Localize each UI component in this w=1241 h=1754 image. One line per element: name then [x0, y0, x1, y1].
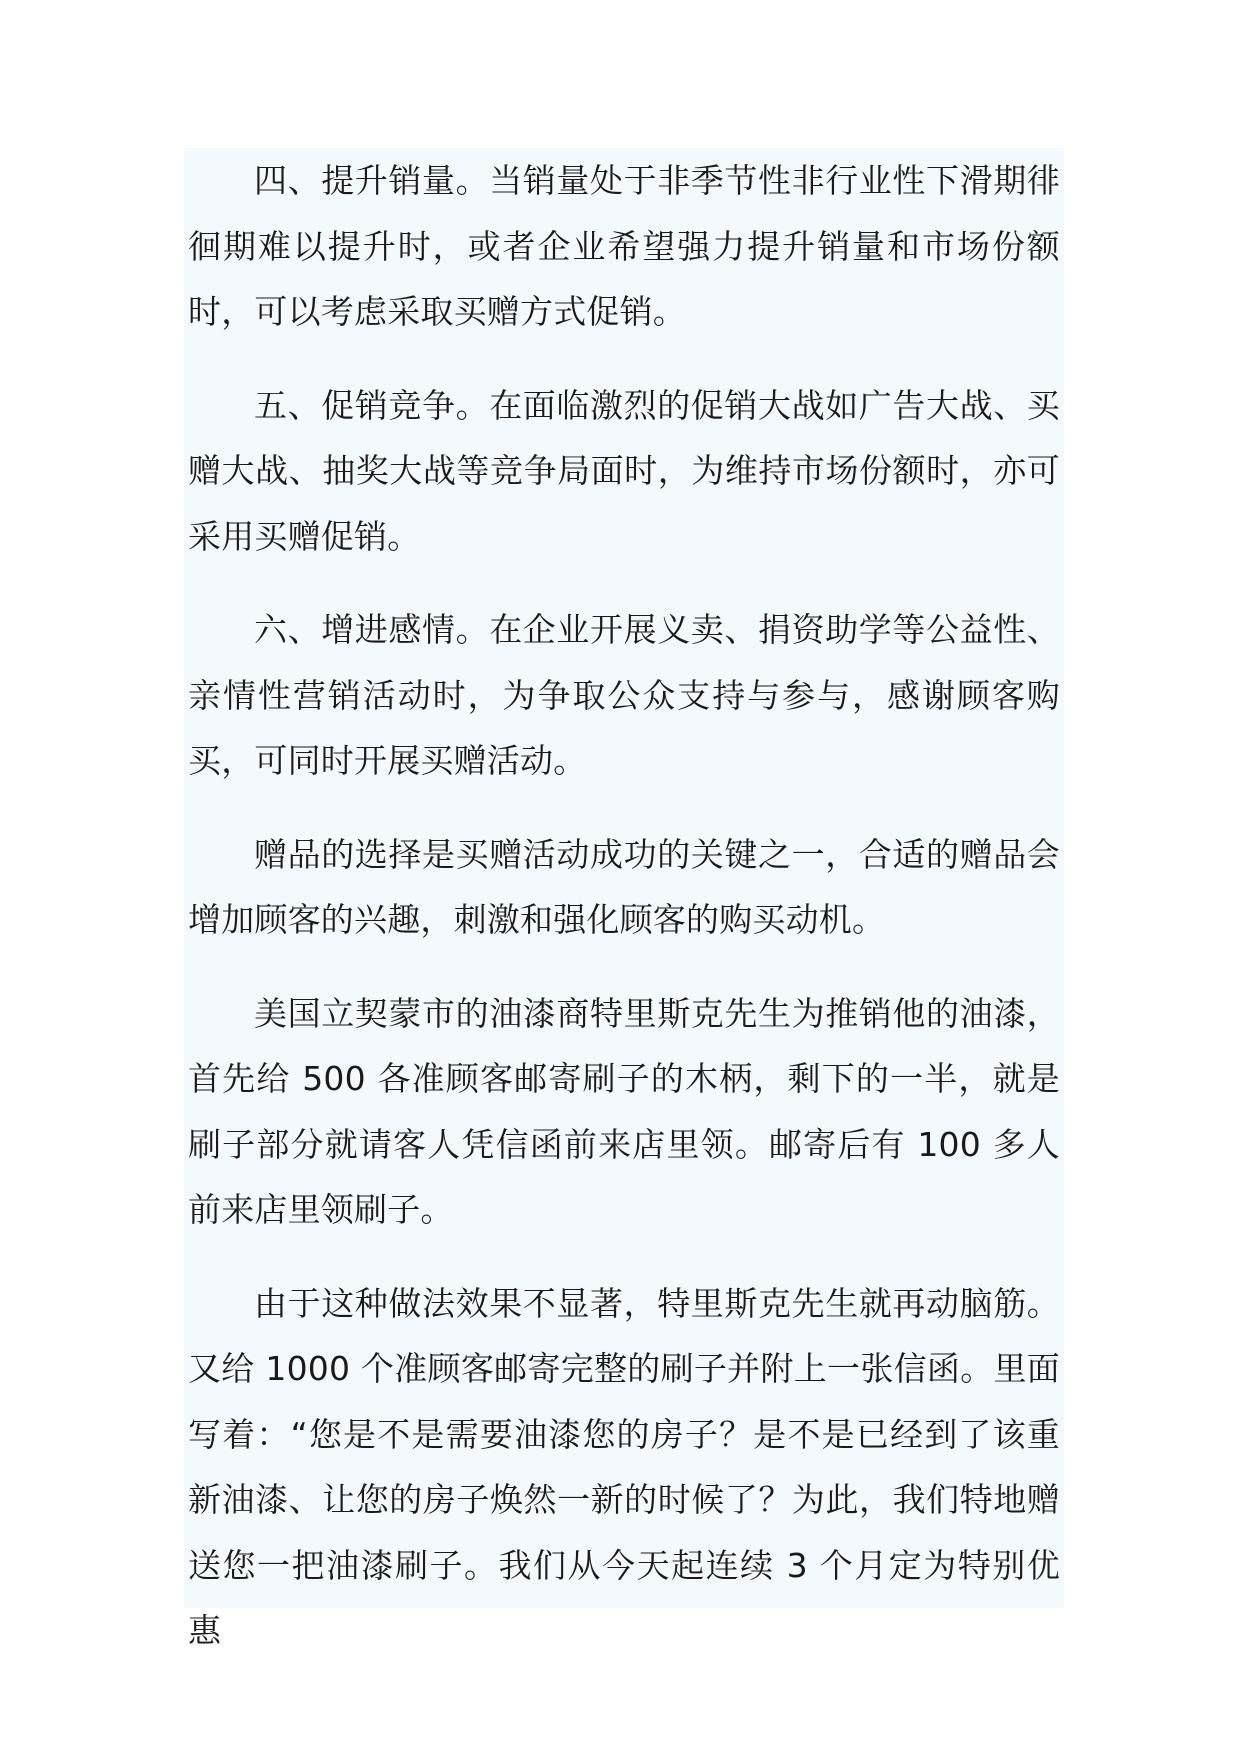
paragraph-paint-merchant-followup: 由于这种做法效果不显著，特里斯克先生就再动脑筋。又给 1000 个准顾客邮寄完整的刷子并附上一张信函。里面写着：“您是不是需要油漆您的房子？是不是已经到了该重新油漆、让您的房子焕然一新的时候了？为此，我们特地赠送您一把油漆刷子。我们从今天起连续 3 个月定为特别优惠	[188, 1283, 1060, 1650]
paragraph-boost-sales: 四、提升销量。当销量处于非季节性非行业性下滑期徘徊期难以提升时，或者企业希望强力提升销量和市场份额时，可以考虑采取买赠方式促销。	[188, 161, 1060, 331]
highlighted-text-block	[184, 148, 1064, 1650]
paragraph-gift-selection: 赠品的选择是买赠活动成功的关键之一，合适的赠品会增加顾客的兴趣，刺激和强化顾客的购买动机。	[188, 834, 1060, 939]
paragraph-paint-merchant-story: 美国立契蒙市的油漆商特里斯克先生为推销他的油漆，首先给 500 各准顾客邮寄刷子的木柄，剩下的一半，就是刷子部分就请客人凭信函前来店里领。邮寄后有 100 多人前来店里领刷子。	[188, 993, 1060, 1229]
paragraph-build-relationships: 六、增进感情。在企业开展义卖、捐资助学等公益性、亲情性营销活动时，为争取公众支持与参与，感谢顾客购买，可同时开展买赠活动。	[188, 610, 1060, 780]
paragraph-promotion-competition: 五、促销竞争。在面临激烈的促销大战如广告大战、买赠大战、抽奖大战等竞争局面时，为维持市场份额时，亦可采用买赠促销。	[188, 385, 1060, 556]
